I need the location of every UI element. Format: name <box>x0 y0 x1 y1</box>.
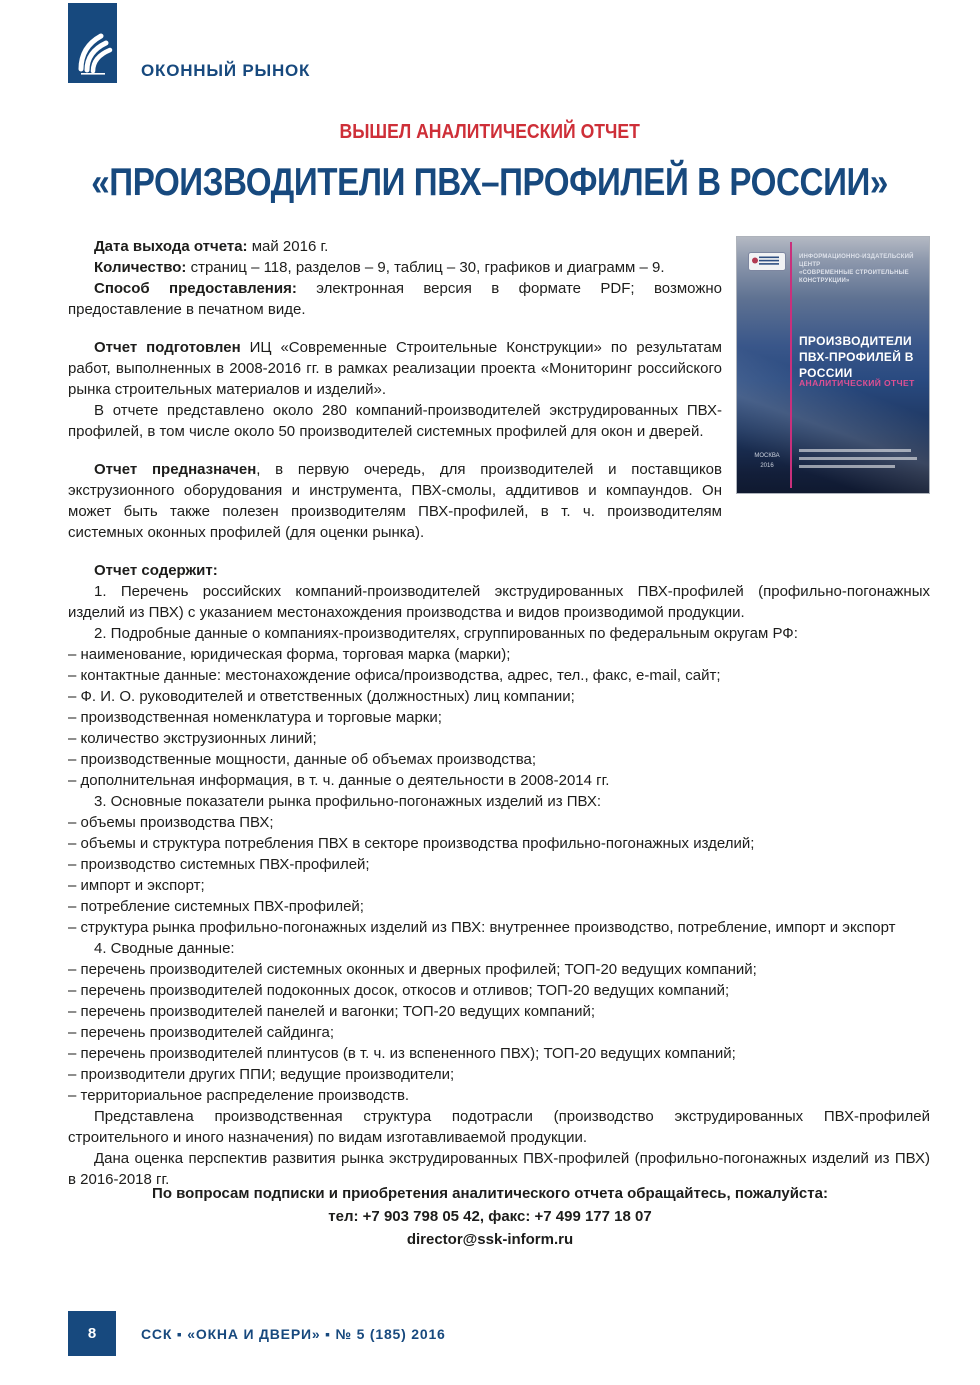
list-item-text: Представлена производственная структура подотрасли (производство экструдированных ПВХ-профилей строительного и иного назначения) по видам изготавливаемой продукции. <box>68 1108 930 1146</box>
paragraph-text: электронная версия в формате PDF; возможно предоставление в печатном виде. <box>68 280 722 318</box>
list-item-text: 4. Сводные данные: <box>94 940 235 957</box>
contacts-intro: По вопросам подписки и приобретения аналитического отчета обращайтесь, пожалуйста: <box>152 1185 828 1202</box>
page-title: «ПРОИЗВОДИТЕЛИ ПВХ–ПРОФИЛЕЙ В РОССИИ» <box>91 161 889 204</box>
contents-list-item <box>68 770 930 791</box>
list-item-text: – объемы и структура потребления ПВХ в секторе производства профильно-погонажных изделий; <box>68 835 755 852</box>
list-item-text: – производители других ППИ; ведущие производители; <box>68 1066 455 1083</box>
paragraph-text: май 2016 г. <box>247 238 329 255</box>
list-item-text: – объемы производства ПВХ; <box>68 814 274 831</box>
subscription-contacts <box>0 1182 980 1251</box>
contacts-phones: тел: +7 903 798 05 42, факс: +7 499 177 18 07 <box>328 1208 652 1225</box>
contents-list-item <box>68 623 930 644</box>
cover-illegible-contact-lines <box>799 449 917 473</box>
contents-list-item <box>68 791 930 812</box>
footer-credit: ССК ▪ «ОКНА И ДВЕРИ» ▪ № 5 (185) 2016 <box>141 1326 446 1342</box>
cover-city-year: МОСКВА 2016 <box>754 453 780 469</box>
paragraph-lead: Количество: <box>94 259 187 276</box>
list-item-text: – производственные мощности, данные об объемах производства; <box>68 751 537 768</box>
report-cover-image <box>736 236 930 494</box>
contents-list-item <box>68 1064 930 1085</box>
publisher-logo <box>68 3 117 83</box>
paragraph-lead: Отчет предназначен <box>94 461 257 478</box>
contents-list-item <box>68 686 930 707</box>
contents-list-item <box>68 728 930 749</box>
contents-list-item <box>68 875 930 896</box>
contents-list-item <box>68 812 930 833</box>
list-item-text: – производство системных ПВХ-профилей; <box>68 856 370 873</box>
contents-list-item <box>68 1022 930 1043</box>
cover-accent-line <box>790 242 792 488</box>
contents-list <box>68 581 930 1190</box>
list-item-text: – перечень производителей системных оконных и дверных профилей; ТОП-20 ведущих компаний; <box>68 961 757 978</box>
list-item-text: – дополнительная информация, в т. ч. данные о деятельности в 2008-2014 гг. <box>68 772 610 789</box>
contents-list-item <box>68 665 930 686</box>
article-body <box>68 236 930 1190</box>
list-item-text: Дана оценка перспектив развития рынка экструдированных ПВХ-профилей (профильно-погонажных изделий из ПВХ) в 2016-2018 гг. <box>68 1150 930 1188</box>
cover-publisher-logo-icon <box>748 252 786 271</box>
contents-list-item <box>68 1043 930 1064</box>
contents-list-item <box>68 896 930 917</box>
contents-list-item <box>68 749 930 770</box>
paragraph-lead: Отчет подготовлен <box>94 339 241 356</box>
list-item-text: – производственная номенклатура и торговые марки; <box>68 709 442 726</box>
section-title: ОКОННЫЙ РЫНОК <box>141 61 311 80</box>
fanned-pages-icon <box>68 70 117 87</box>
contents-list-item <box>68 1001 930 1022</box>
list-item-text: – потребление системных ПВХ-профилей; <box>68 898 364 915</box>
contents-list-item <box>68 854 930 875</box>
paragraph-lead: Способ предоставления: <box>94 280 297 297</box>
cover-report-subtitle: АНАЛИТИЧЕСКИЙ ОТЧЕТ <box>799 378 915 388</box>
list-item-text: – Ф. И. О. руководителей и ответственных (должностных) лиц компании; <box>68 688 575 705</box>
paragraph-text: , в первую очередь, для производителей и поставщиков экструзионного оборудования и инструмента, ПВХ-смолы, аддитивов и компаундов. Он может быть также полезен производителям ПВХ-профилей, в т. ч. производителям системных оконных профилей (для оценки рынка). <box>68 461 722 541</box>
contents-list-item <box>68 581 930 623</box>
list-item-text: – наименование, юридическая форма, торговая марка (марки); <box>68 646 511 663</box>
contents-list-item <box>68 707 930 728</box>
paragraph-text: ИЦ «Современные Строительные Конструкции» по результатам работ, выполненных в 2008-2016 гг. в рамках реализации проекта «Мониторинг российского рынка строительных материалов и изделий». <box>68 339 722 398</box>
contents-list-item <box>68 980 930 1001</box>
contents-list-item <box>68 938 930 959</box>
contents-list-item <box>68 1106 930 1148</box>
cover-publisher-name: ИНФОРМАЦИОННО-ИЗДАТЕЛЬСКИЙ ЦЕНТР «СОВРЕМЕННЫЕ СТРОИТЕЛЬНЫЕ КОНСТРУКЦИИ» <box>799 254 914 284</box>
kicker: ВЫШЕЛ АНАЛИТИЧЕСКИЙ ОТЧЕТ <box>339 121 641 143</box>
cover-report-title: ПРОИЗВОДИТЕЛИ ПВХ-ПРОФИЛЕЙ В РОССИИ <box>799 334 914 380</box>
paragraph-text: страниц – 118, разделов – 9, таблиц – 30, графиков и диаграмм – 9. <box>186 259 665 276</box>
list-item-text: 2. Подробные данные о компаниях-производителях, сгруппированных по федеральным округам РФ: <box>94 625 798 642</box>
list-item-text: – структура рынка профильно-погонажных изделий из ПВХ: внутреннее производство, потребление, импорт и экспорт <box>68 919 896 936</box>
list-item-text: 3. Основные показатели рынка профильно-погонажных изделий из ПВХ: <box>94 793 602 810</box>
report-contents-block <box>68 560 930 1190</box>
contents-heading: Отчет содержит: <box>94 562 218 579</box>
page-number-badge: 8 <box>68 1311 116 1356</box>
list-item-text: – перечень производителей сайдинга; <box>68 1024 335 1041</box>
list-item-text: – перечень производителей плинтусов (в т. ч. из вспененного ПВХ); ТОП-20 ведущих компаний; <box>68 1045 736 1062</box>
contents-list-item <box>68 833 930 854</box>
list-item-text: – территориальное распределение производств. <box>68 1087 410 1104</box>
paragraph-lead: Дата выхода отчета: <box>94 238 248 255</box>
list-item-text: – импорт и экспорт; <box>68 877 205 894</box>
list-item-text: – перечень производителей подоконных досок, откосов и отливов; ТОП-20 ведущих компаний; <box>68 982 730 999</box>
list-item-text: – контактные данные: местонахождение офиса/производства, адрес, тел., факс, e-mail, сайт; <box>68 667 721 684</box>
list-item-text: – количество экструзионных линий; <box>68 730 317 747</box>
contents-list-item <box>68 1085 930 1106</box>
contents-list-item <box>68 959 930 980</box>
list-item-text: – перечень производителей панелей и вагонки; ТОП-20 ведущих компаний; <box>68 1003 596 1020</box>
list-item-text: 1. Перечень российских компаний-производителей экструдированных ПВХ-профилей (профильно-погонажных изделий из ПВХ) с указанием местонахождения производства и видов производимой продукции. <box>68 583 930 621</box>
contacts-email: director@ssk-inform.ru <box>406 1231 574 1248</box>
contents-list-item <box>68 644 930 665</box>
paragraph-text: В отчете представлено около 280 компаний-производителей экструдированных ПВХ-профилей, в том числе около 50 производителей системных профилей для окон и дверей. <box>68 402 722 440</box>
contents-list-item <box>68 917 930 938</box>
